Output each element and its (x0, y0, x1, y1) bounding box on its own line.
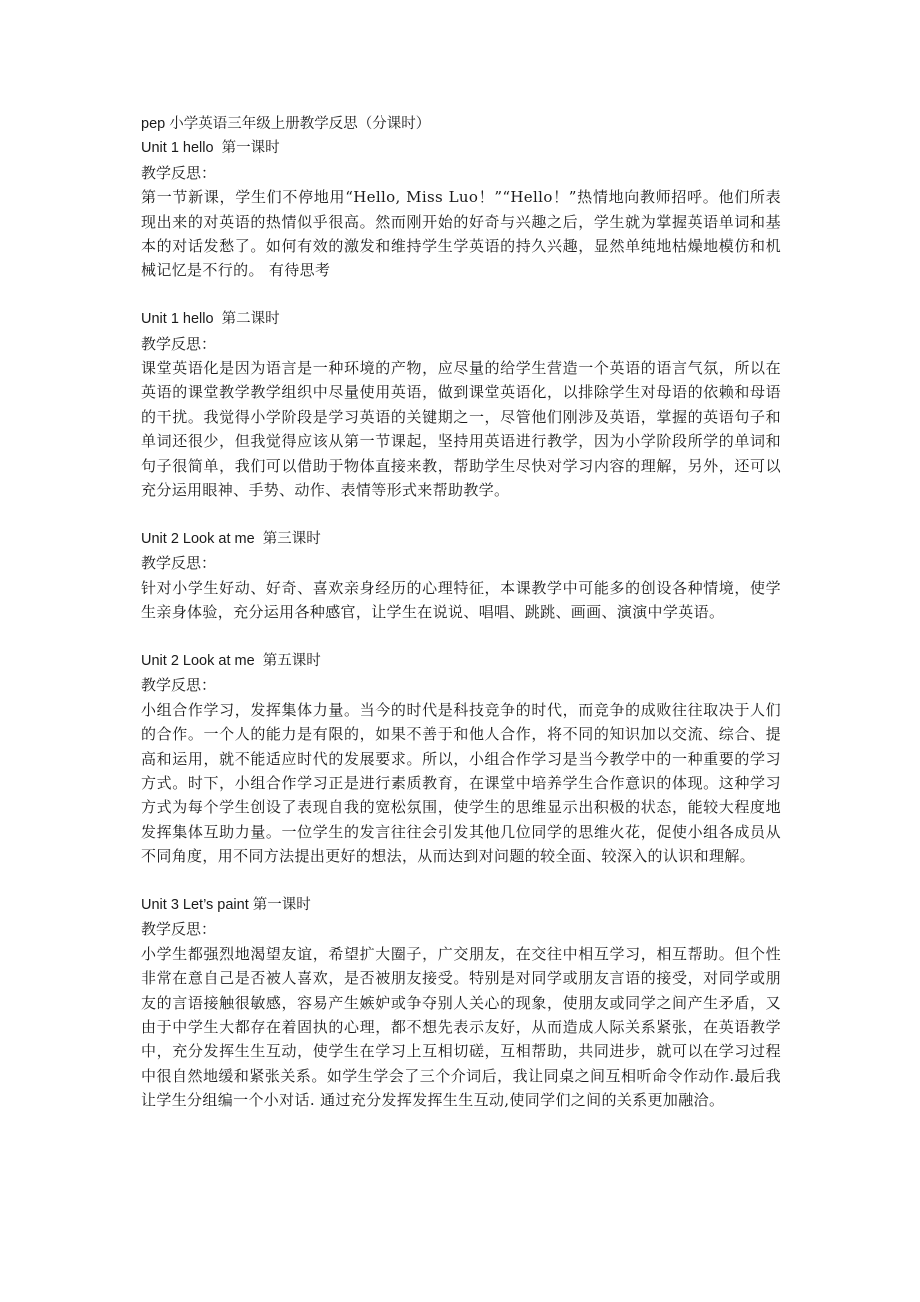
section-heading: Unit 3 Let’s paint 第一课时 (141, 896, 311, 913)
section-heading: Unit 2 Look at me 第三课时 (141, 530, 321, 547)
document-title: pep 小学英语三年级上册教学反思（分课时） (141, 116, 431, 132)
reflection-text: 第一节新课，学生们不停地用“Hello, Miss Luo！”“Hello！”热情地向教师招呼。他们所表现出来的对英语的热情似乎很高。然而刚开始的好奇与兴趣之后，学生就为掌握英语单词和基本的对话发愁了。如何有效的激发和维持学生学英语的持久兴趣，显然单纯地枯燥地模仿和机械记忆是不行的。 有待思考 (141, 188, 781, 280)
reflection-label: 教学反思： (141, 334, 217, 353)
section-heading: Unit 1 hello 第二课时 (141, 311, 280, 328)
reflection-label: 教学反思： (141, 676, 217, 695)
section-spacer (141, 869, 781, 893)
section-heading: Unit 1 hello 第一课时 (141, 140, 280, 157)
reflection-text: 小学生都强烈地渴望友谊，希望扩大圈子，广交朋友，在交往中相互学习，相互帮助。但个性非常在意自己是否被人喜欢，是否被朋友接受。特别是对同学或朋友言语的接受，对同学或朋友的言语接触很敏感，容易产生嫉妒或争夺别人关心的现象，使朋友或同学之间产生矛盾，又由于中学生大都存在着固执的心理，都不想先表示友好，从而造成人际关系紧张，在英语教学中，充分发挥生生互动，使学生在学习上互相切磋，互相帮助，共同进步，就可以在学习过程中很自然地缓和紧张关系。如学生学会了三个介词后，我让同桌之间互相听命令作动作.最后我让学生分组编一个小对话. 通过充分发挥发挥生生互动,使同学们之间的关系更加融洽。 (141, 944, 781, 1110)
section-unit1-lesson1 (141, 136, 781, 282)
reflection-label: 教学反思： (141, 163, 217, 182)
section-unit3-lesson1 (141, 893, 781, 1113)
reflection-text: 课堂英语化是因为语言是一种环境的产物，应尽量的给学生营造一个英语的语言气氛，所以在英语的课堂教学教学组织中尽量使用英语，做到课堂英语化，以排除学生对母语的依赖和母语的干扰。我觉得小学阶段是学习英语的关键期之一，尽管他们刚涉及英语，掌握的英语句子和单词还很少，但我觉得应该从第一节课起，坚持用英语进行教学，因为小学阶段所学的单词和句子很简单，我们可以借助于物体直接来教，帮助学生尽快对学习内容的理解，另外，还可以充分运用眼神、手势、动作、表情等形式来帮助教学。 (141, 359, 781, 500)
section-spacer (141, 502, 781, 526)
reflection-label: 教学反思： (141, 920, 217, 939)
section-unit2-lesson3 (141, 527, 781, 625)
section-unit1-lesson2 (141, 307, 781, 502)
reflection-label: 教学反思： (141, 554, 217, 573)
reflection-text: 小组合作学习，发挥集体力量。当今的时代是科技竞争的时代，而竞争的成败往往取决于人们的合作。一个人的能力是有限的，如果不善于和他人合作，将不同的知识加以交流、综合、提高和运用，就不能适应时代的发展要求。所以，小组合作学习是当今教学中的一种重要的学习方式。时下，小组合作学习正是进行素质教育，在课堂中培养学生合作意识的体现。这种学习方式为每个学生创设了表现自我的宽松氛围，使学生的思维显示出积极的状态，能较大程度地发挥集体互助力量。一位学生的发言往往会引发其他几位同学的思维火花，促使小组各成员从不同角度，用不同方法提出更好的想法，从而达到对问题的较全面、较深入的认识和理解。 (141, 700, 781, 866)
document-page (141, 112, 781, 1113)
section-spacer (141, 625, 781, 649)
reflection-text: 针对小学生好动、好奇、喜欢亲身经历的心理特征，本课教学中可能多的创设各种情境，使学生亲身体验，充分运用各种感官，让学生在说说、唱唱、跳跳、画画、演演中学英语。 (141, 578, 781, 622)
section-unit2-lesson5 (141, 649, 781, 869)
section-heading: Unit 2 Look at me 第五课时 (141, 652, 321, 669)
section-spacer (141, 283, 781, 307)
